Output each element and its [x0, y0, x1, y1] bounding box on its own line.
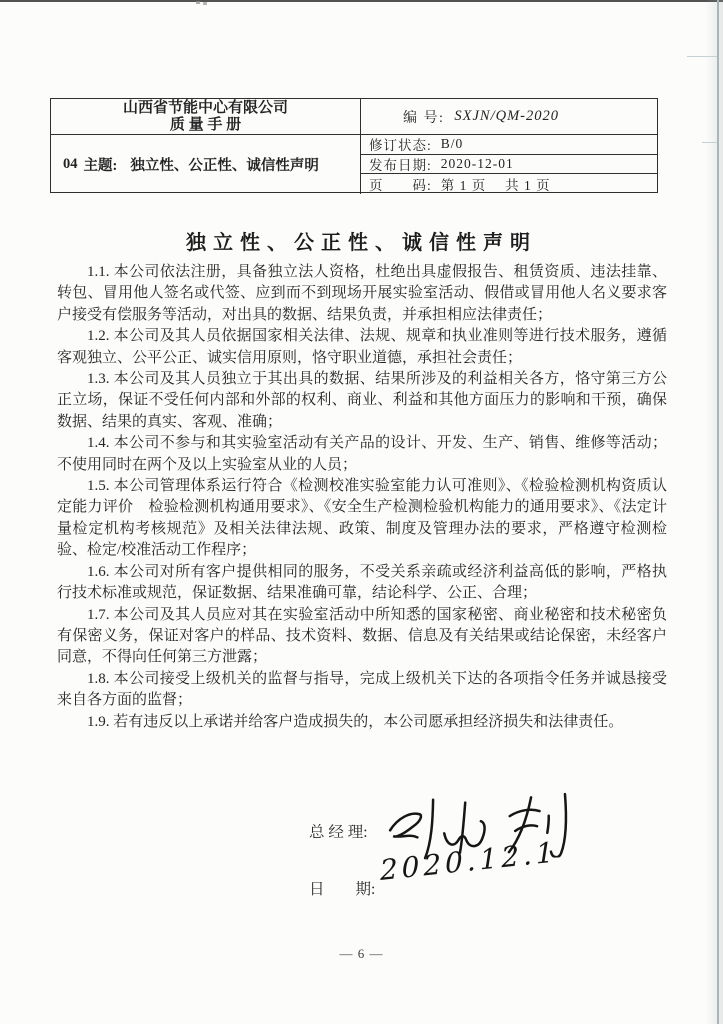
manual-name: 质 量 手 册 [169, 116, 242, 133]
company-title-cell [51, 99, 361, 135]
revision-status-value: B/0 [440, 136, 464, 152]
revision-status-label: 修订状态: [369, 138, 432, 154]
paragraph-1-8: 1.8. 本公司接受上级机关的监督与指导，完成上级机关下达的各项指令任务并诚恳接受来自各方面的监督； [57, 670, 667, 709]
doc-number-cell [361, 99, 657, 135]
paragraph-1-2: 1.2. 本公司及其人员依据国家相关法律、法规、规章和执业准则等进行技术服务，遵循客观独立、公平公正、诚实信用原则，恪守职业道德，承担社会责任； [57, 328, 667, 366]
subject-cell [51, 135, 361, 194]
footer-page-number: — 6 — [339, 946, 384, 961]
paragraph-1-6: 1.6. 本公司对所有客户提供相同的服务，不受关系亲疏或经济利益高低的影响，严格执行技术标准或规范，保证数据、结果准确可靠，结论科学、公正、合理； [57, 563, 667, 602]
scan-artifact-right-edge-line [717, 0, 719, 1024]
scan-artifact-fold-mark [702, 142, 717, 143]
doc-number-label: 编 号: [403, 110, 445, 126]
paragraph-1-9: 1.9. 若有违反以上承诺并给客户造成损失的，本公司愿承担经济损失和法律责任。 [87, 713, 624, 730]
subject-value: 独立性、公正性、诚信性声明 [130, 158, 319, 174]
company-name: 山西省节能中心有限公司 [122, 99, 288, 116]
handwritten-date: 2020.12.1 [379, 835, 559, 888]
paragraph-1-4: 1.4. 本公司不参与和其实验室活动有关产品的设计、开发、生产、销售、维修等活动；不使用同时在两个及以上实验室从业的人员； [57, 435, 667, 473]
revision-status-row [361, 135, 657, 155]
subject-label: 主题: [83, 158, 118, 174]
document-title: 独立性、公正性、诚信性声明 [186, 232, 537, 254]
header-table [50, 98, 658, 193]
scan-artifact-right-band [705, 0, 723, 1024]
declaration-body [57, 262, 667, 733]
page-number-row [361, 174, 657, 194]
subject-number: 04 [63, 156, 78, 172]
paragraph-1-1: 1.1. 本公司依法注册，具备独立法人资格，杜绝出具虚假报告、租赁资质、违法挂靠、转包、冒用他人签名或代签、应到而不到现场开展实验室活动、假借或冒用他人名义要求客户接受有偿服务等活动，对出具的数据、结果负责，并承担相应法律责任； [57, 264, 667, 323]
doc-number-value: SXJN/QM-2020 [454, 108, 560, 124]
general-manager-label: 总 经 理: [309, 824, 368, 841]
issue-date-value: 2020-12-01 [440, 155, 514, 171]
issue-date-row [361, 155, 657, 175]
paragraph-1-7: 1.7. 本公司及其人员应对其在实验室活动中所知悉的国家秘密、商业秘密和技术秘密负有保密义务，保证对客户的样品、技术资料、数据、信息及有关结果或结论保密，未经客户同意，不得向任何第三方泄露； [57, 606, 667, 666]
page-number-value: 第 1 页 共 1 页 [440, 178, 551, 193]
scan-artifact-smudge [196, 1, 200, 4]
scan-artifact-fold-mark [687, 56, 717, 57]
page-number-label: 页 码: [369, 178, 432, 193]
issue-date-label: 发布日期: [369, 157, 432, 173]
paragraph-1-5: 1.5. 本公司管理体系运行符合《检测校准实验室能力认可准则》、《检验检测机构资质认定能力评价 检验检测机构通用要求》、《安全生产检测检验机构能力的通用要求》、《法定计量检定机构考核规范》及相关法律法规、政策、制度及管理办法的要求，严格遵守检测检验、检定/校准活动工作程序； [57, 478, 667, 559]
scan-artifact-top-line [0, 0, 723, 2]
date-label: 日 期: [309, 881, 376, 898]
paragraph-1-3: 1.3. 本公司及其人员独立于其出具的数据、结果所涉及的利益相关各方，恪守第三方公正立场，保证不受任何内部和外部的权利、商业、利益和其他方面压力的影响和干预，确保数据、结果的真实、客观、准确； [57, 371, 667, 430]
